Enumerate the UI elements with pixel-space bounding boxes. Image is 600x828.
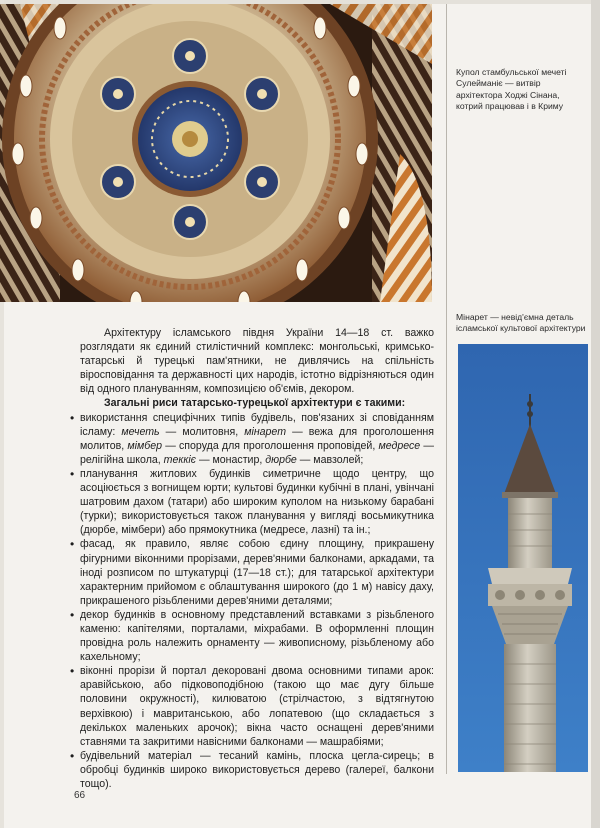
list-item: • декор будинків в основному представлений вставками з різьбленого каменю: капітелями, порталами, міхрабами. В оформленні площин провідна роль належить орнаменту — живописному, різьбленому або кахельному;	[80, 608, 434, 664]
caption-dome-line-2: Сулейманіє — витвір	[456, 78, 541, 89]
list-item: • планування житлових будинків симетричне щодо центру, що асоціюється з вогнищем юрти; культові будинки кубічні в плані, увінчані шатровим дахом (татари) або широким куполом на низькому барабані (турки); використовується також планування у вигляді восьмикутника (дюрбе, мімбери) або прямокутника (медресе, лазні) та ін.;	[80, 467, 434, 537]
term-minaret: мінарет	[244, 425, 287, 438]
list-item	[80, 411, 434, 467]
term-mosque: мечеть	[121, 425, 160, 438]
minaret-illustration	[458, 344, 588, 772]
list-item: • фасад, як правило, являє собою єдину площину, прикрашену фігурними віконними прорізами, дерев'яними балконами, аркадами, та іноді розписом по штукатурці (17—18 ст.); для татарської архітектури характерним прийомом є облаштування широкого (до 1 м) навісу даху, прикрашеного різьбленими дерев'яними деталями;	[80, 537, 434, 607]
list-item-text: — монастир,	[196, 453, 266, 466]
intro-paragraph: Архітектуру ісламського півдня України 14—18 ст. важко розглядати як єдиний стилістичний комплекс: монгольські, кримсько-татарські й турецькі пам'ятники, не дивлячись на спільність віросповідання та державності цих народів, істотно відрізняються один від одного плануванням, композицією об'ємів, декором.	[80, 327, 434, 396]
caption-minaret-line-1: Мінарет — невід'ємна деталь	[456, 312, 574, 322]
list-item: • будівельний матеріал — тесаний камінь, плоска цегла-сирець; в обробці будинків широко використовується дерево (галереї, балкони тощо).	[80, 749, 434, 791]
list-item-text: — молитовня,	[159, 425, 245, 438]
term-mimber: мімбер	[127, 439, 163, 452]
features-list	[80, 411, 434, 792]
column-divider	[446, 4, 447, 774]
caption-minaret	[456, 312, 588, 335]
term-durbe: дюрбе	[265, 453, 297, 466]
dome-photo	[0, 4, 432, 302]
list-item-text: — мавзолей;	[296, 453, 364, 466]
features-heading: Загальні риси татарсько-турецької архітектури є такими:	[104, 397, 406, 410]
list-item-text: використання специфічних типів будівель, пов'язаних зі сповіданням ісламу:	[80, 411, 434, 438]
list-item-text: — релігійна школа,	[80, 439, 434, 466]
list-item-text: — споруда для проголошення проповідей,	[162, 439, 379, 452]
minaret-photo	[458, 344, 588, 772]
caption-dome-line-4: котрий працював і в Криму	[456, 101, 564, 112]
page-edge-right	[591, 0, 600, 828]
term-tekkie: теккіє	[163, 453, 196, 466]
page-number: 66	[74, 790, 86, 801]
list-item: • віконні прорізи й портал декоровані двома основними типами арок: аравійською, або підковоподібною (такою що має дугу більше половини окружності), килюватою (стрілчастою, з відтягнутою верхівкою) і мавританською, або лопатевою (що складається з декількох маленьких арочок); вікна часто оснащені дерев'яними ставнями та закритими навісними балконами — машрабіями;	[80, 664, 434, 749]
caption-dome-line-1: Купол стамбульської мечеті	[456, 67, 567, 77]
caption-minaret-line-2: ісламської культової архітектури	[456, 323, 586, 334]
caption-dome-line-3: архітектора Ходжі Сінана,	[456, 89, 560, 100]
body-text	[80, 326, 434, 791]
dome-illustration	[0, 4, 432, 302]
list-item-text: — вежа для проголошення молитов,	[80, 425, 435, 452]
term-madrasa: медресе	[378, 439, 421, 452]
caption-dome	[456, 67, 588, 113]
